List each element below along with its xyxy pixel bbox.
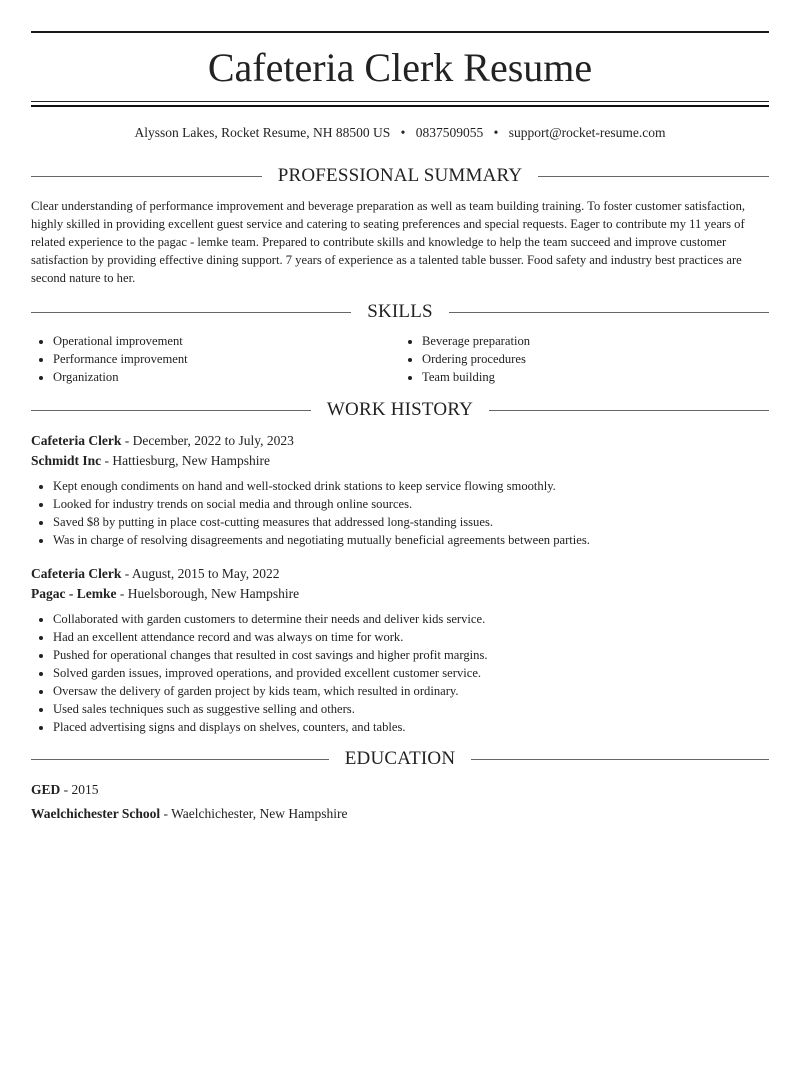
section-title: WORK HISTORY: [326, 399, 474, 420]
summary-heading: [31, 165, 769, 187]
skill-item: • Beverage preparation: [422, 332, 769, 350]
skills-column-left: [31, 332, 400, 386]
job-bullets: [31, 477, 769, 549]
job-bullet: • Placed advertising signs and displays on shelves, counters, and tables.: [53, 718, 769, 736]
job-dates: - December, 2022 to July, 2023: [121, 433, 294, 448]
bullet-separator: •: [493, 125, 499, 140]
job-location: - Huelsborough, New Hampshire: [116, 586, 300, 601]
job-bullet: • Used sales techniques such as suggestive selling and others.: [53, 700, 769, 718]
work-heading: [31, 399, 769, 421]
job-bullet: • Pushed for operational changes that resulted in cost savings and higher profit margins.: [53, 646, 769, 664]
contact-line: [31, 125, 769, 143]
school-line: [31, 804, 769, 824]
job-bullet: • Saved $8 by putting in place cost-cutting measures that addressed long-standing issues.: [53, 513, 769, 531]
job-company-line: [31, 584, 769, 604]
job-title: Cafeteria Clerk: [31, 433, 122, 448]
title-rule-thick: [31, 105, 769, 107]
bullet-separator: •: [400, 125, 406, 140]
resume-page: [0, 31, 800, 824]
divider: [538, 176, 769, 177]
section-title: EDUCATION: [344, 748, 456, 769]
divider: [31, 410, 311, 411]
school-name: Waelchichester School: [31, 806, 161, 821]
job-entry: [31, 431, 769, 549]
education-entry: [31, 780, 769, 824]
job-bullet: • Had an excellent attendance record and was always on time for work.: [53, 628, 769, 646]
job-bullets: [31, 610, 769, 736]
job-bullet: • Solved garden issues, improved operations, and provided excellent customer service.: [53, 664, 769, 682]
job-bullet: • Oversaw the delivery of garden project by kids team, which resulted in ordinary.: [53, 682, 769, 700]
skill-item: • Team building: [422, 368, 769, 386]
skill-item: • Ordering procedures: [422, 350, 769, 368]
job-location: - Hattiesburg, New Hampshire: [101, 453, 270, 468]
job-company: Schmidt Inc: [31, 453, 102, 468]
job-bullet: • Was in charge of resolving disagreements and negotiating mutually beneficial agreements between parties.: [53, 531, 769, 549]
divider: [489, 410, 769, 411]
job-title-line: [31, 564, 769, 584]
job-dates: - August, 2015 to May, 2022: [121, 566, 280, 581]
section-title: SKILLS: [367, 301, 433, 322]
divider: [31, 759, 329, 760]
skills-list: [31, 332, 769, 386]
resume-title: Cafeteria Clerk Resume: [207, 45, 593, 90]
degree: GED: [31, 782, 61, 797]
job-bullet: • Collaborated with garden customers to determine their needs and deliver kids service.: [53, 610, 769, 628]
title-rule-thin: [31, 101, 769, 102]
job-bullet: • Looked for industry trends on social media and through online sources.: [53, 495, 769, 513]
contact-email: support@rocket-resume.com: [508, 125, 666, 140]
school-location: - Waelchichester, New Hampshire: [160, 806, 348, 821]
education-heading: [31, 748, 769, 770]
job-company-line: [31, 451, 769, 471]
skill-item: • Organization: [53, 368, 400, 386]
job-title: Cafeteria Clerk: [31, 566, 122, 581]
skills-heading: [31, 301, 769, 323]
divider: [31, 176, 262, 177]
divider: [449, 312, 769, 313]
contact-address: Alysson Lakes, Rocket Resume, NH 88500 US: [134, 125, 391, 140]
skills-column-right: [400, 332, 769, 386]
section-title: PROFESSIONAL SUMMARY: [277, 165, 523, 186]
skill-item: • Performance improvement: [53, 350, 400, 368]
job-title-line: [31, 431, 769, 451]
job-company: Pagac - Lemke: [31, 586, 117, 601]
divider: [471, 759, 769, 760]
job-entry: [31, 564, 769, 736]
skill-item: • Operational improvement: [53, 332, 400, 350]
degree-line: [31, 780, 769, 800]
contact-phone: 0837509055: [415, 125, 484, 140]
summary-text: Clear understanding of performance improvement and beverage preparation as well as team building training. To foster customer satisfaction, highly skilled in providing excellent guest service and catering to seating preferences and special requests. Eager to contribute my 11 years of related experience to the pagac - lemke team. Prepared to contribute skills and knowledge to help the team succeed and improve customer satisfaction by providing effective dining support. 7 years of experience as a talented table busser. Food safety and industry best practices are second nature to her.: [31, 199, 746, 285]
divider: [31, 312, 351, 313]
job-bullet: • Kept enough condiments on hand and well-stocked drink stations to keep service flowing smoothly.: [53, 477, 769, 495]
degree-year: - 2015: [60, 782, 99, 797]
